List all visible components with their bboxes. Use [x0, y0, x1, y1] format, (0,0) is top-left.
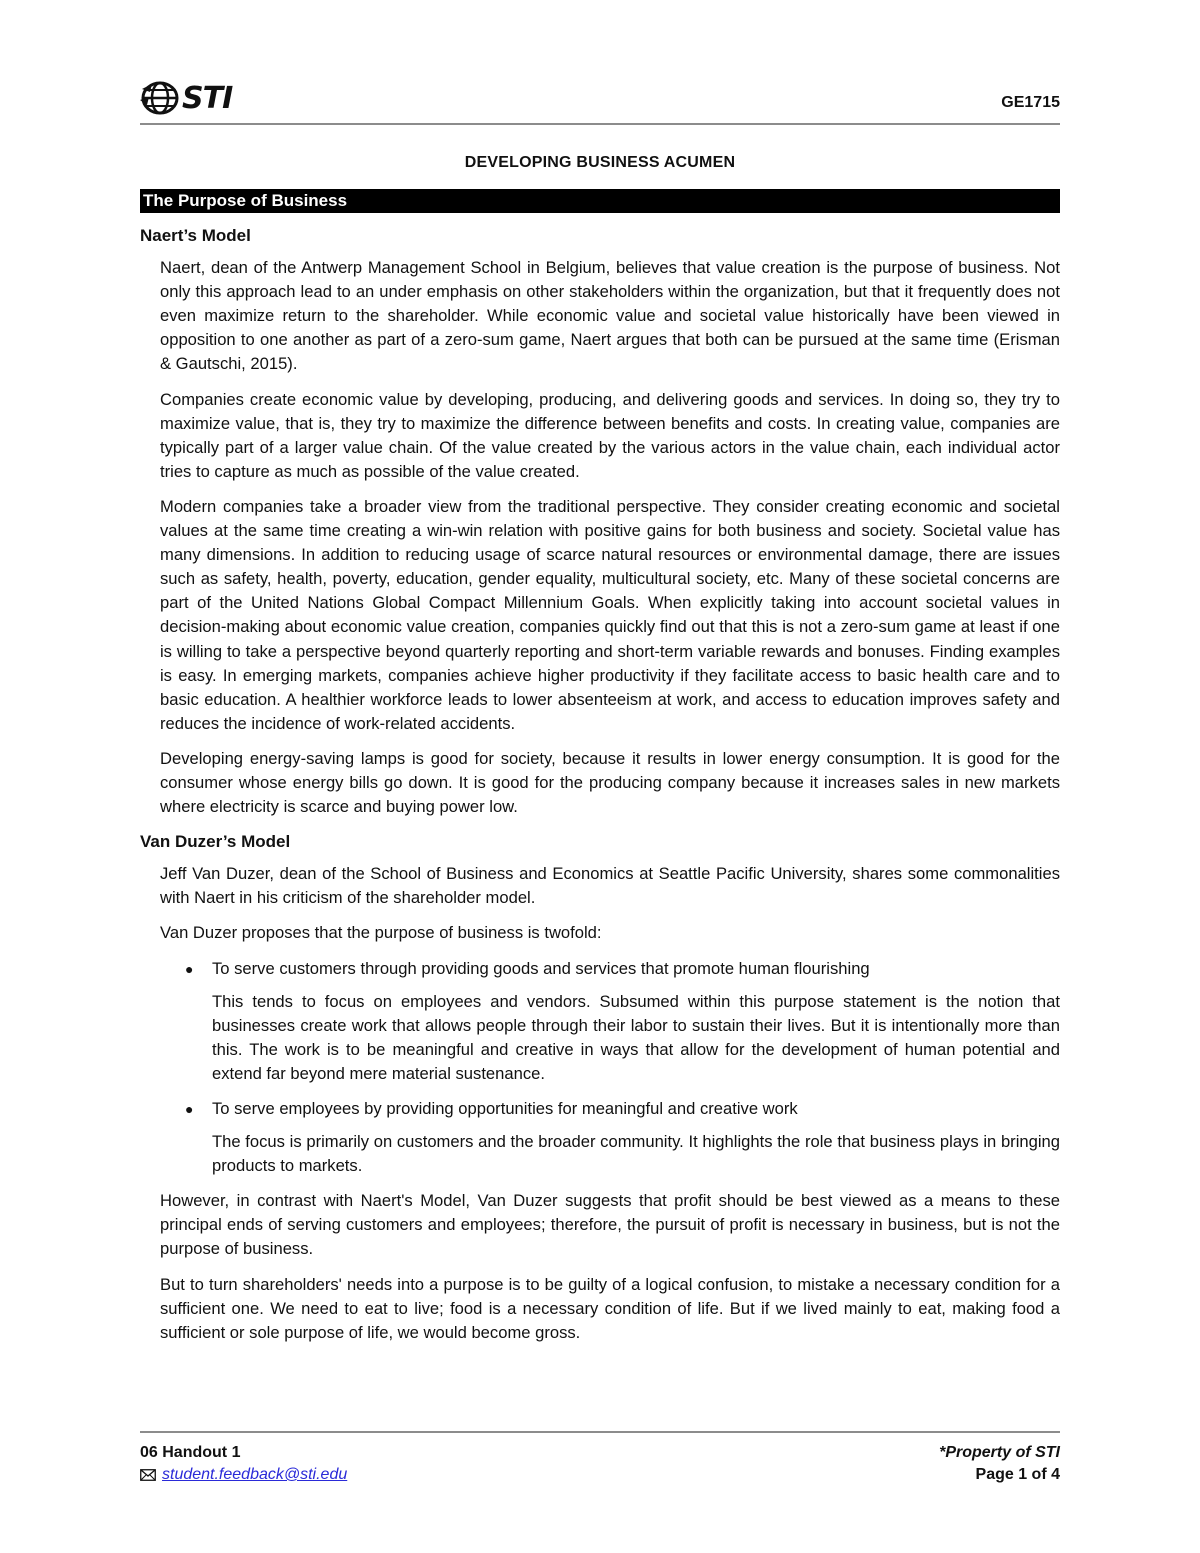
globe-icon: [140, 80, 180, 116]
email-line: [140, 1464, 347, 1486]
paragraph: Companies create economic value by developing, producing, and delivering goods and services. In doing so, they try to maximize value, that is, they try to maximize the difference between benefits and costs. In creating value, companies are typically part of a larger value chain. Of the value created by the various actors in the value chain, each individual actor tries to capture as much as possible of the value created.: [160, 389, 1060, 481]
document-title: DEVELOPING BUSINESS ACUMEN: [464, 154, 736, 171]
bullet-item: [185, 1097, 1060, 1121]
header-divider: [140, 123, 1060, 125]
feedback-email-link[interactable]: student.feedback@sti.edu: [162, 1466, 348, 1483]
vanduzer-heading: Van Duzer’s Model: [140, 832, 291, 852]
footer-divider: [140, 1431, 1060, 1433]
paragraph: Developing energy-saving lamps is good for society, because it results in lower energy consumption. It is good for the consumer whose energy bills go down. It is good for the producing company because it increases sales in new markets where electricity is scarce and buying power low.: [160, 748, 1060, 817]
footer-right: [939, 1442, 1060, 1486]
logo-wordmark: STI: [182, 80, 233, 116]
footer-left: [140, 1442, 347, 1486]
page-number: Page 1 of 4: [975, 1466, 1060, 1483]
bullet-icon: ●: [185, 960, 194, 977]
paragraph: Naert, dean of the Antwerp Management School in Belgium, believes that value creation is the purpose of business. Not only this approach lead to an under emphasis on other stakeholders within the organization, but that it frequently does not even maximize return to the shareholder. While economic value and societal value historically have been viewed in opposition to one another as part of a zero-sum game, Naert argues that both can be pursued at the same time (Erisman & Gautschi, 2015).: [160, 258, 1060, 374]
paragraph: But to turn shareholders' needs into a purpose is to be guilty of a logical confusion, to mistake a necessary condition for a sufficient one. We need to eat to live; food is a necessary condition of life. But if we lived mainly to eat, making food a sufficient or sole purpose of life, we would become gross.: [160, 1274, 1060, 1342]
page-header: [140, 78, 1060, 122]
bullet-description: This tends to focus on employees and vendors. Subsumed within this purpose statement is the notion that businesses create work that allows people through their labor to sustain their lives. But it is intentionally more than this. The work is to be meaningful and creative in ways that allow for the development of human potential and extend far beyond mere material sustenance.: [212, 991, 1060, 1083]
handout-label: 06 Handout 1: [140, 1444, 241, 1461]
paragraph: However, in contrast with Naert's Model, Van Duzer suggests that profit should be best viewed as a means to these principal ends of serving customers and employees; therefore, the pursuit of profit is necessary in business, but is not the purpose of business.: [160, 1191, 1060, 1259]
bullet-item: [185, 957, 1060, 981]
paragraph: Van Duzer proposes that the purpose of business is twofold:: [160, 923, 602, 943]
bullet-description: The focus is primarily on customers and the broader community. It highlights the role that business plays in bringing products to markets.: [212, 1132, 1060, 1176]
document-body: [140, 224, 1060, 1356]
naert-heading: Naert’s Model: [140, 226, 251, 245]
bullet-title: To serve customers through providing goods and services that promote human flourishing: [212, 958, 870, 978]
property-notice: *Property of STI: [939, 1444, 1060, 1461]
envelope-icon: [140, 1469, 156, 1481]
course-code: GE1715: [1001, 94, 1060, 111]
section-heading: The Purpose of Business: [140, 189, 1060, 213]
sti-logo: [140, 78, 232, 118]
paragraph: Modern companies take a broader view from the traditional perspective. They consider creating economic and societal values at the same time creating a win-win relation with positive gains for both business and society. Societal value has many dimensions. In addition to reducing usage of scarce natural resources or environmental damage, there are issues such as safety, health, poverty, education, gender equality, multicultural society, etc. Many of these societal concerns are part of the United Nations Global Compact Millennium Goals. When explicitly taking into account societal values in decision-making about economic value creation, companies quickly find out that this is not a zero-sum game at least if one is willing to take a perspective beyond quarterly reporting and short-term variable rewards and bonuses. Finding examples is easy. In emerging markets, companies achieve higher productivity if they facilitate access to basic health care and to basic education. A healthier workforce leads to lower absenteeism at work, and access to education improves safety and reduces the incidence of work-related accidents.: [160, 496, 1060, 733]
paragraph: Jeff Van Duzer, dean of the School of Business and Economics at Seattle Pacific University, shares some commonalities with Naert in his criticism of the shareholder model.: [160, 864, 1060, 908]
bullet-title: To serve employees by providing opportunities for meaningful and creative work: [212, 1099, 798, 1118]
bullet-icon: ●: [185, 1101, 194, 1117]
document-page: [140, 0, 1060, 1553]
